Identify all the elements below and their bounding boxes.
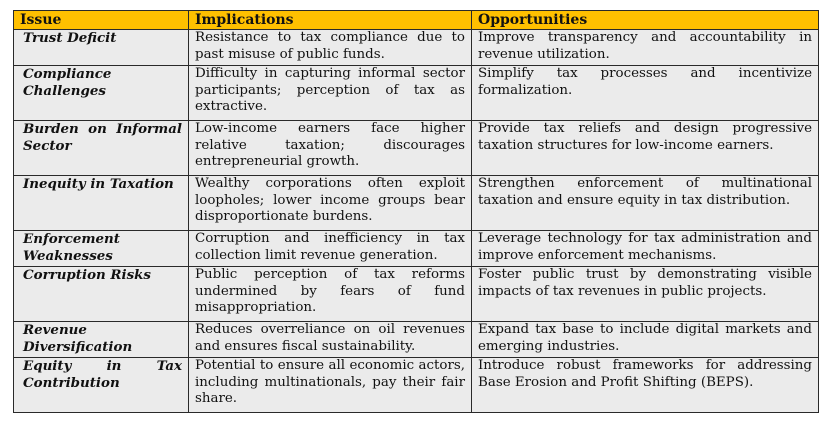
table-row: [14, 30, 819, 66]
issue-cell: Corruption Risks: [14, 267, 189, 322]
issue-cell: Compliance Challenges: [14, 66, 189, 121]
issue-cell: Burden on Informal Sector: [14, 121, 189, 176]
issue-cell: Trust Deficit: [14, 30, 189, 66]
table-row: [14, 121, 819, 176]
opportunities-cell: Simplify tax processes and incentivize formalization.: [472, 66, 819, 121]
opportunities-cell: Leverage technology for tax administration and improve enforcement mechanisms.: [472, 231, 819, 267]
implications-cell: Reduces overreliance on oil revenues and ensures fiscal sustainability.: [189, 322, 472, 358]
implications-cell: Wealthy corporations often exploit loopholes; lower income groups bear disproportionate burdens.: [189, 176, 472, 231]
table-row: [14, 66, 819, 121]
table-row: [14, 322, 819, 358]
header-implications: Implications: [189, 11, 472, 30]
issue-cell: Inequity in Taxation: [14, 176, 189, 231]
opportunities-cell: Introduce robust frameworks for addressing Base Erosion and Profit Shifting (BEPS).: [472, 358, 819, 413]
issue-cell: Equity in Tax Contribution: [14, 358, 189, 413]
implications-cell: Resistance to tax compliance due to past misuse of public funds.: [189, 30, 472, 66]
implications-cell: Public perception of tax reforms undermined by fears of fund misappropriation.: [189, 267, 472, 322]
opportunities-cell: Strengthen enforcement of multinational taxation and ensure equity in tax distribution.: [472, 176, 819, 231]
table-row: [14, 176, 819, 231]
header-issue: Issue: [14, 11, 189, 30]
implications-cell: Corruption and inefficiency in tax collection limit revenue generation.: [189, 231, 472, 267]
issue-cell: Enforcement Weaknesses: [14, 231, 189, 267]
implications-cell: Potential to ensure all economic actors, including multinationals, pay their fair share.: [189, 358, 472, 413]
issue-cell: Revenue Diversification: [14, 322, 189, 358]
header-opportunities: Opportunities: [472, 11, 819, 30]
table-row: [14, 231, 819, 267]
implications-cell: Low-income earners face higher relative taxation; discourages entrepreneurial growth.: [189, 121, 472, 176]
issues-table: [13, 10, 819, 413]
table-row: [14, 358, 819, 413]
header-row: [14, 11, 819, 30]
opportunities-cell: Provide tax reliefs and design progressive taxation structures for low-income earners.: [472, 121, 819, 176]
opportunities-cell: Foster public trust by demonstrating visible impacts of tax revenues in public projects.: [472, 267, 819, 322]
table-row: [14, 267, 819, 322]
opportunities-cell: Improve transparency and accountability in revenue utilization.: [472, 30, 819, 66]
implications-cell: Difficulty in capturing informal sector participants; perception of tax as extractive.: [189, 66, 472, 121]
opportunities-cell: Expand tax base to include digital markets and emerging industries.: [472, 322, 819, 358]
